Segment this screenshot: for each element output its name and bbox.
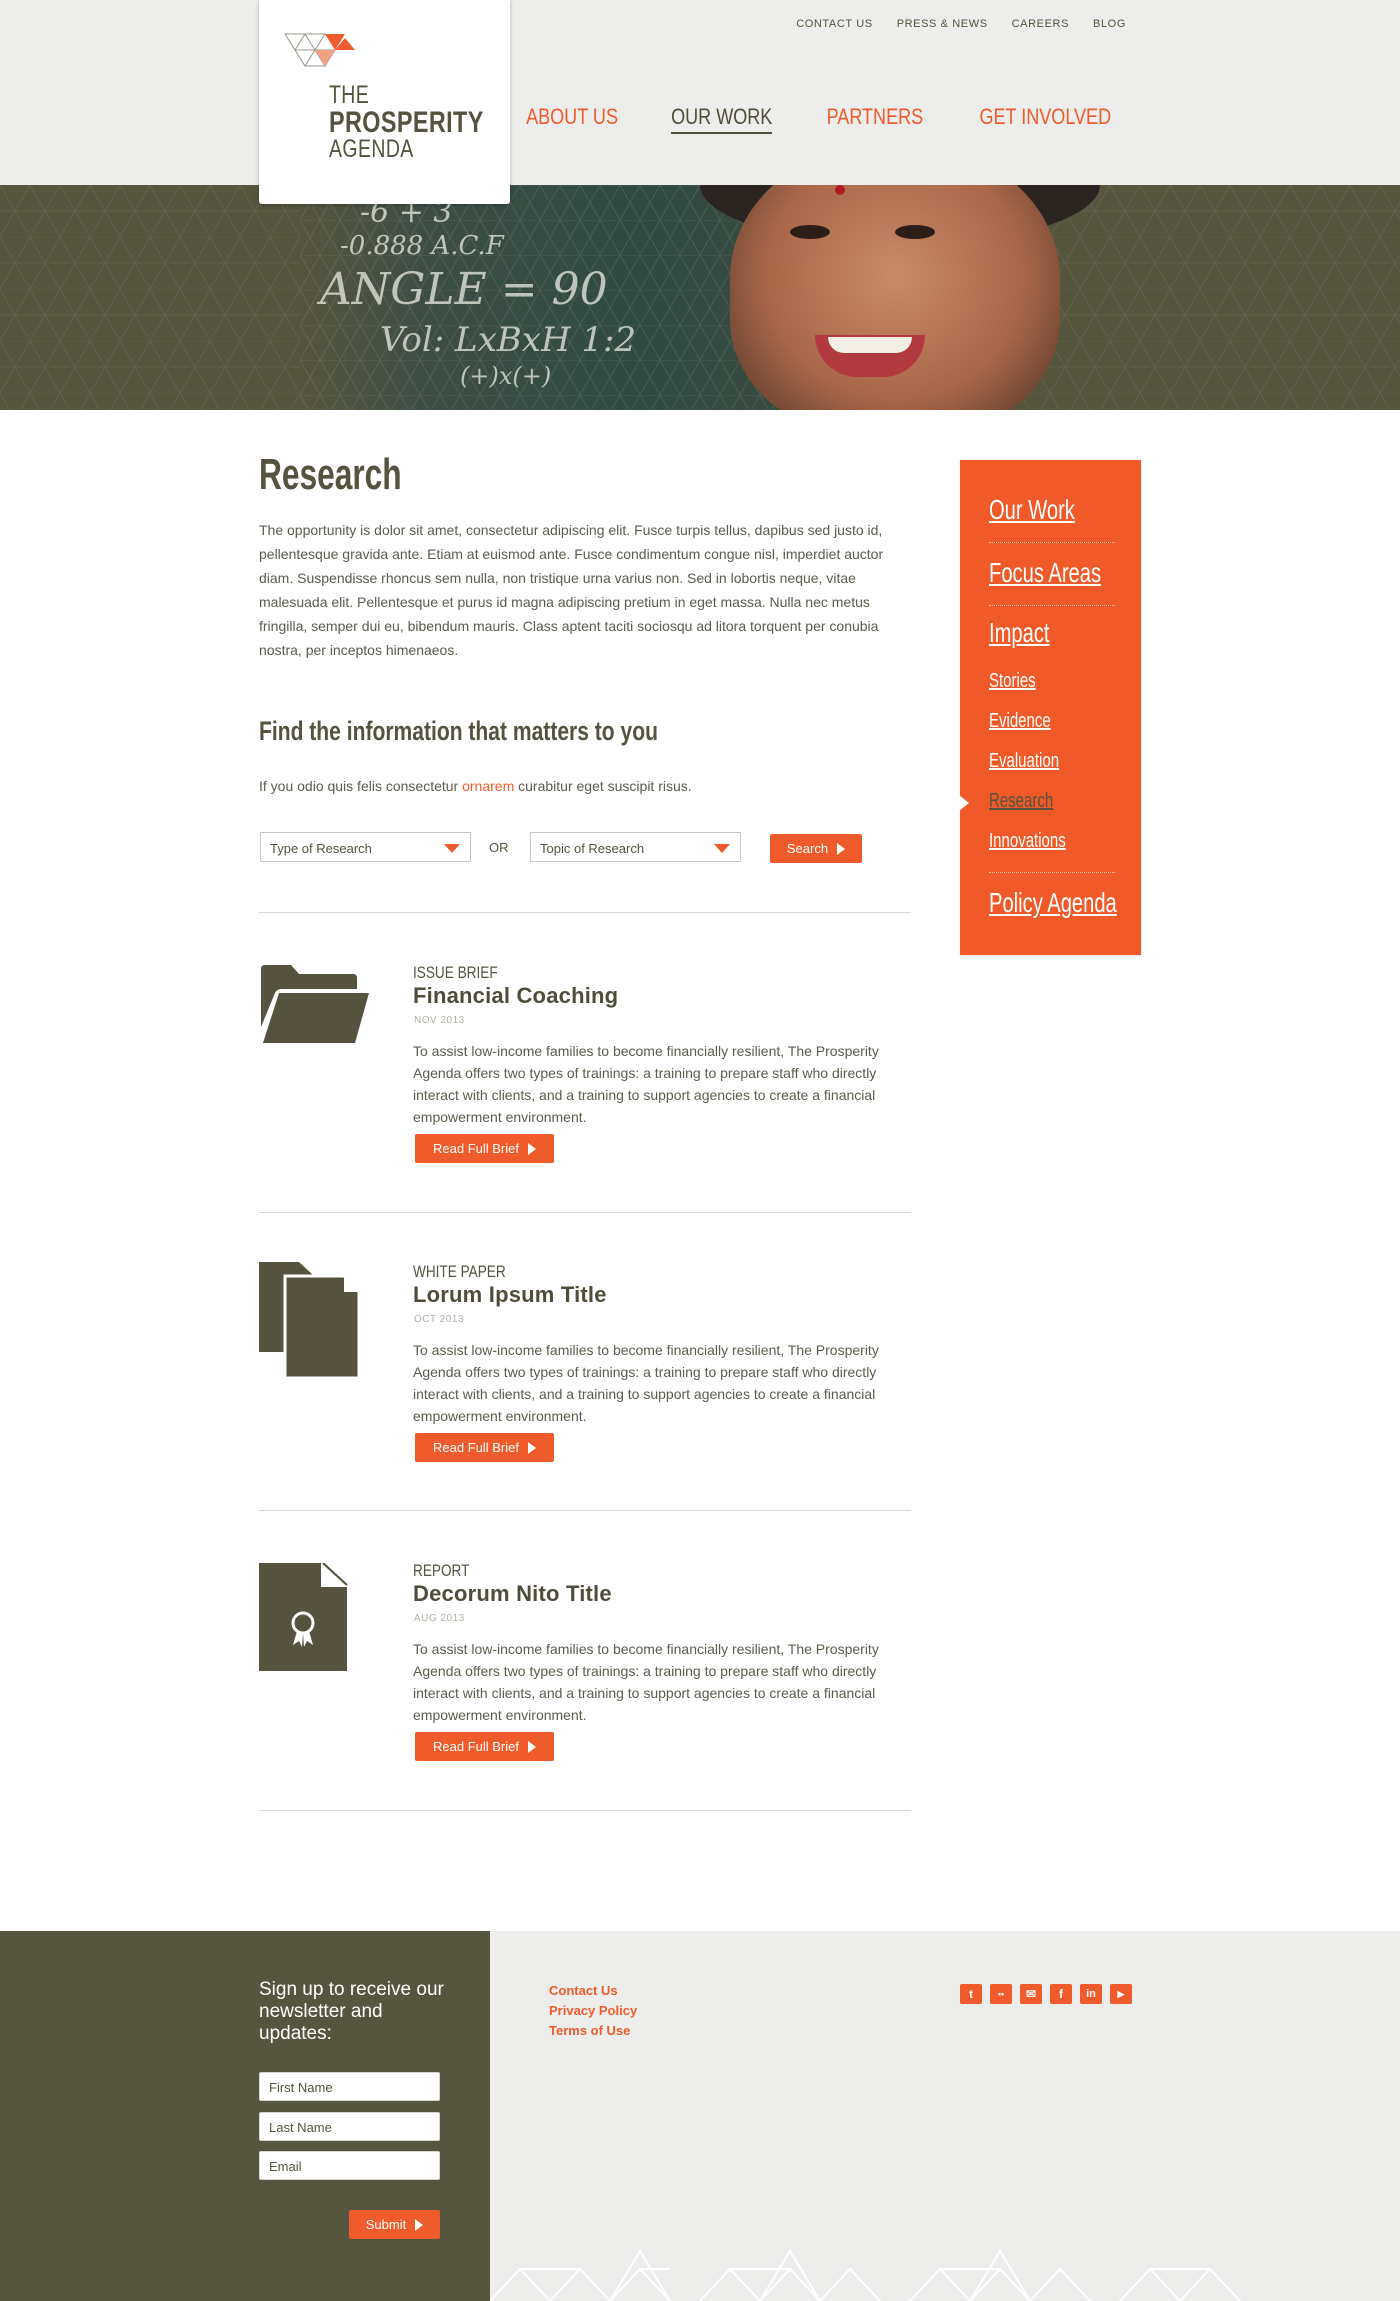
item-title[interactable]: Lorum Ipsum Title [413,1282,607,1307]
main-nav-partners[interactable]: PARTNERS [826,104,923,129]
chevron-down-icon [444,844,460,853]
type-select-value: Type of Research [270,841,372,856]
topic-of-research-select[interactable] [530,832,741,862]
util-nav-contact-us[interactable]: CONTACT US [796,18,873,30]
item-description: To assist low-income families to become financially resilient, The Prosperity Agenda offers two types of trainings: a training to prepare staff who directly interact with clients, and a training to support agencies to create a financial empowerment environment. [413,1043,879,1125]
sidebar-policy-agenda[interactable]: Policy Agenda [989,887,1117,918]
logo-wordmark [329,82,527,163]
email-placeholder: Email [269,2159,302,2174]
read-full-brief-button[interactable] [415,1134,554,1163]
last-name-field[interactable] [259,2112,440,2141]
section-sidebar [960,460,1141,955]
sidebar-focus-areas[interactable]: Focus Areas [989,557,1102,588]
flickr-icon[interactable]: •• [990,1984,1012,2004]
item-type: REPORT [413,1561,470,1580]
sidebar-item-evidence[interactable]: Evidence [989,710,1051,732]
search-button-label: Search [786,841,829,856]
footer-link-privacy-policy[interactable]: Privacy Policy [549,2003,638,2018]
item-type: ISSUE BRIEF [413,963,498,982]
research-item [259,1561,911,1861]
find-info-heading: Find the information that matters to you [259,716,658,746]
hero-banner [0,185,1400,410]
main-nav [516,104,1126,134]
research-item [259,963,911,1263]
chevron-down-icon [714,844,730,853]
hero-left-eye [790,225,830,239]
newsletter-signup [0,1931,490,2301]
footer-links [549,1981,637,2041]
footer-link-terms-of-use[interactable]: Terms of Use [549,2023,631,2038]
main-nav-about-us[interactable]: ABOUT US [526,104,619,129]
sidebar-separator [989,872,1115,873]
sidebar-item-research[interactable]: Research [989,790,1054,812]
util-nav-careers[interactable]: CAREERS [1011,18,1070,30]
hero-portrait-face [730,185,1060,410]
item-description: To assist low-income families to become financially resilient, The Prosperity Agenda offers two types of trainings: a training to prepare staff who directly interact with clients, and a training to support agencies to create a financial empowerment environment. [413,1342,879,1424]
hero-right-eye [895,225,935,239]
sidebar-item-stories[interactable]: Stories [989,670,1036,692]
item-title[interactable]: Decorum Nito Title [413,1581,612,1606]
active-pointer-icon [959,795,969,811]
research-item [259,1262,911,1562]
submit-button[interactable] [349,2210,440,2239]
logo-line-prosperity: PROSPERITY [329,106,484,139]
chat-icon[interactable]: ✉ [1020,1984,1042,2004]
read-full-brief-button[interactable] [415,1433,554,1462]
topic-select-value: Topic of Research [540,841,645,856]
page-title: Research [259,450,402,499]
read-full-brief-label: Read Full Brief [433,1739,519,1754]
item-date: NOV 2013 [414,1015,465,1026]
newsletter-heading: Sign up to receive our newsletter and updates: [259,1979,444,2044]
hero-bindi [835,185,845,195]
sidebar-impact[interactable]: Impact [989,617,1050,648]
sidebar-item-evaluation[interactable]: Evaluation [989,750,1060,772]
email-field[interactable] [259,2151,440,2180]
arrow-right-icon [415,2219,423,2231]
twitter-icon[interactable]: t [960,1984,982,2004]
find-sub-link[interactable]: ornarem [462,778,515,794]
arrow-right-icon [528,1442,536,1454]
divider [259,1212,911,1213]
sidebar-separator [989,542,1115,543]
social-icons [960,1984,1132,2004]
arrow-right-icon [837,843,845,855]
arrow-right-icon [528,1741,536,1753]
divider [259,1810,911,1811]
item-description: To assist low-income families to become financially resilient, The Prosperity Agenda offers two types of trainings: a training to prepare staff who directly interact with clients, and a training to support agencies to create a financial empowerment environment. [413,1641,879,1723]
logo[interactable] [259,0,510,204]
find-sub-text-after: curabitur eget suscipit risus. [514,778,692,794]
util-nav-press-news[interactable]: PRESS & NEWS [896,18,988,30]
last-name-placeholder: Last Name [269,2120,332,2135]
site-header [0,0,1400,185]
linkedin-icon[interactable]: in [1080,1984,1102,2004]
sidebar-item-innovations[interactable]: Innovations [989,830,1066,852]
hero-teeth [828,337,912,353]
footer-links-area [490,1931,1400,2301]
find-sub-text-before: If you odio quis felis consectetur [259,778,463,794]
main-nav-our-work[interactable]: OUR WORK [671,104,772,134]
divider [259,912,911,913]
type-of-research-select[interactable] [260,832,471,862]
item-title[interactable]: Financial Coaching [413,983,619,1008]
logo-triangle-mark-icon [283,30,358,78]
report-ribbon-icon [259,1563,349,1673]
or-label: OR [489,840,509,855]
search-button[interactable] [770,834,862,863]
read-full-brief-label: Read Full Brief [433,1440,519,1455]
logo-line-the: THE [329,81,370,109]
footer-triangle-pattern [490,2241,1400,2301]
read-full-brief-label: Read Full Brief [433,1141,519,1156]
facebook-icon[interactable]: f [1050,1984,1072,2004]
first-name-placeholder: First Name [269,2080,333,2095]
util-nav-blog[interactable]: BLOG [1093,18,1126,30]
divider [259,1510,911,1511]
read-full-brief-button[interactable] [415,1732,554,1761]
sidebar-separator [989,605,1115,606]
research-filters [259,832,909,864]
sidebar-our-work[interactable]: Our Work [989,494,1075,525]
main-nav-get-involved[interactable]: GET INVOLVED [979,104,1112,129]
find-info-subtext [259,778,692,794]
documents-icon [259,1262,364,1382]
folder-icon [259,965,374,1045]
first-name-field[interactable] [259,2072,440,2101]
intro-paragraph: The opportunity is dolor sit amet, consectetur adipiscing elit. Fusce turpis tellus, dapibus sed justo id, pellentesque gravida ante. Etiam at euismod ante. Fusce condimentum congue nisl, imperdiet auctor diam. Suspendisse rhoncus sem nulla, non tristique urna varius non. Sed in lobortis neque, vitae malesuada elit. Pellentesque et purus id magna adipiscing pretium in eget massa. Nulla nec metus fringilla, semper dui eu, bibendum mauris. Class aptent taciti sociosqu ad litora torquent per conubia nostra, per inceptos himenaeos. [259,522,884,658]
footer-link-contact-us[interactable]: Contact Us [549,1983,618,1998]
item-date: OCT 2013 [414,1314,464,1325]
arrow-right-icon [528,1143,536,1155]
utility-nav [796,18,1126,30]
item-type: WHITE PAPER [413,1262,506,1281]
item-date: AUG 2013 [414,1613,465,1624]
youtube-icon[interactable]: ▶ [1110,1984,1132,2004]
logo-line-agenda: AGENDA [329,135,414,163]
submit-button-label: Submit [365,2217,407,2232]
